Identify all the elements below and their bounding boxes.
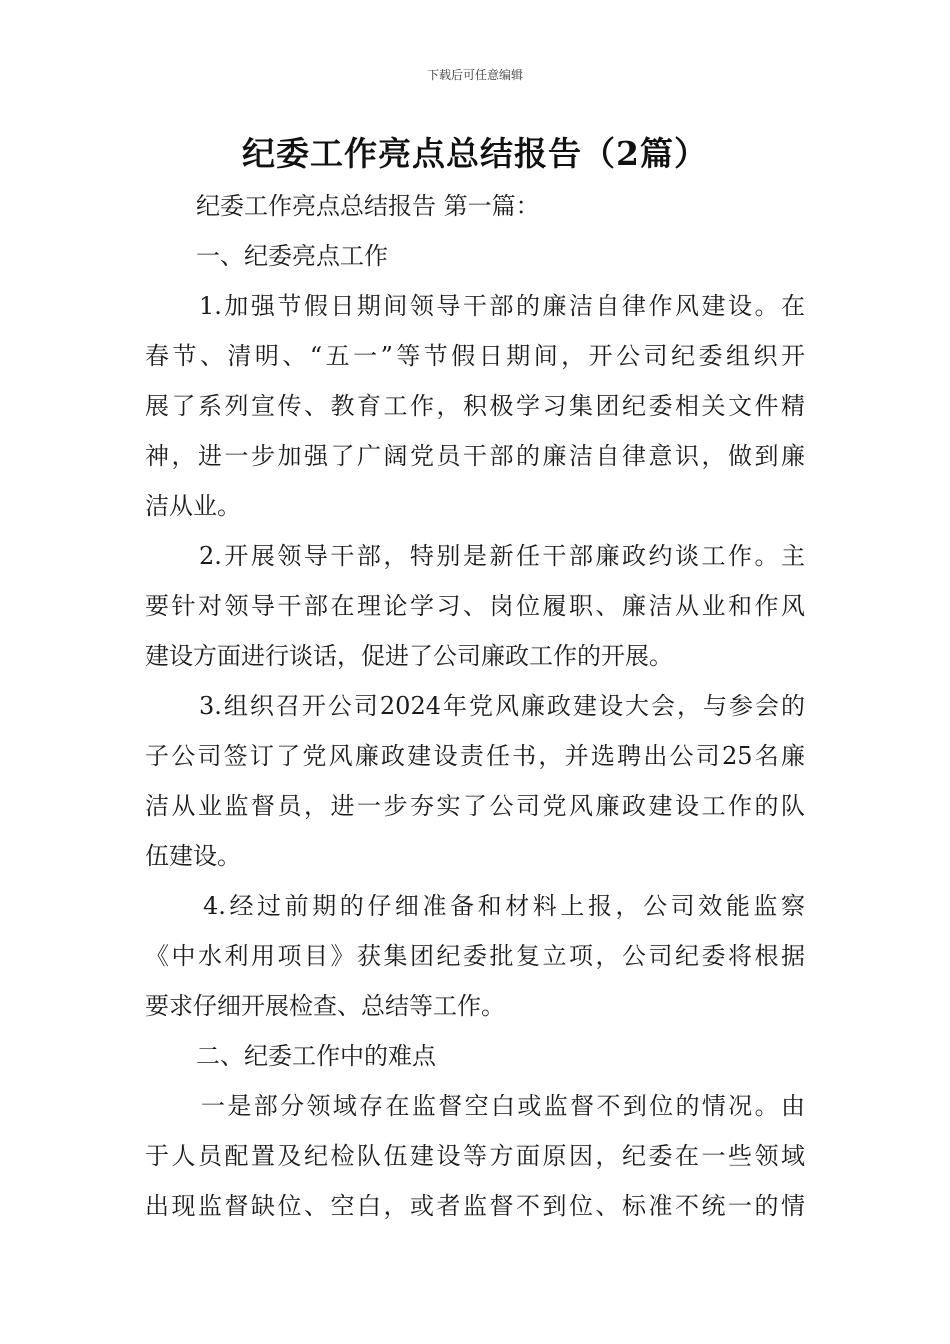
paragraph-line: 1.加强节假日期间领导干部的廉洁自律作风建设。在 <box>199 292 805 320</box>
paragraph-line: 伍建设。 <box>145 842 241 870</box>
paragraph-line: 神，进一步加强了广阔党员干部的廉洁自律意识，做到廉 <box>145 442 805 470</box>
paragraph-line: 4.经过前期的仔细准备和材料上报，公司效能监察 <box>203 892 805 920</box>
paragraph-line: 洁从业。 <box>145 492 241 520</box>
document-title: 纪委工作亮点总结报告（2篇） <box>242 134 708 173</box>
paragraph-line: 出现监督缺位、空白，或者监督不到位、标准不统一的情 <box>145 1192 805 1220</box>
paragraph-line: 要针对领导干部在理论学习、岗位履职、廉洁从业和作风 <box>145 592 805 620</box>
paragraph-line: 展了系列宣传、教育工作，积极学习集团纪委相关文件精 <box>145 392 805 420</box>
paragraph-line: 春节、清明、“五一”等节假日期间，开公司纪委组织开 <box>145 342 805 370</box>
section-heading: 二、纪委工作中的难点 <box>196 1042 436 1070</box>
paragraph-line: 3.组织召开公司2024年党风廉政建设大会，与参会的 <box>199 692 805 720</box>
paragraph-line: 《中水利用项目》获集团纪委批复立项，公司纪委将根据 <box>145 942 805 970</box>
paragraph-line: 要求仔细开展检查、总结等工作。 <box>145 992 505 1020</box>
paragraph-line: 建设方面进行谈话，促进了公司廉政工作的开展。 <box>145 642 673 670</box>
paragraph-line: 子公司签订了党风廉政建设责任书，并选聘出公司25名廉 <box>145 742 805 770</box>
paragraph-line: 于人员配置及纪检队伍建设等方面原因，纪委在一些领域 <box>145 1142 805 1170</box>
section-heading: 纪委工作亮点总结报告 第一篇： <box>196 192 540 220</box>
paragraph-line: 一是部分领域存在监督空白或监督不到位的情况。由 <box>201 1092 805 1120</box>
paragraph-line: 洁从业监督员，进一步夯实了公司党风廉政建设工作的队 <box>145 792 805 820</box>
section-heading: 一、纪委亮点工作 <box>196 242 388 270</box>
page-header-note: 下载后可任意编辑 <box>426 68 523 82</box>
paragraph-line: 2.开展领导干部，特别是新任干部廉政约谈工作。主 <box>199 542 805 570</box>
